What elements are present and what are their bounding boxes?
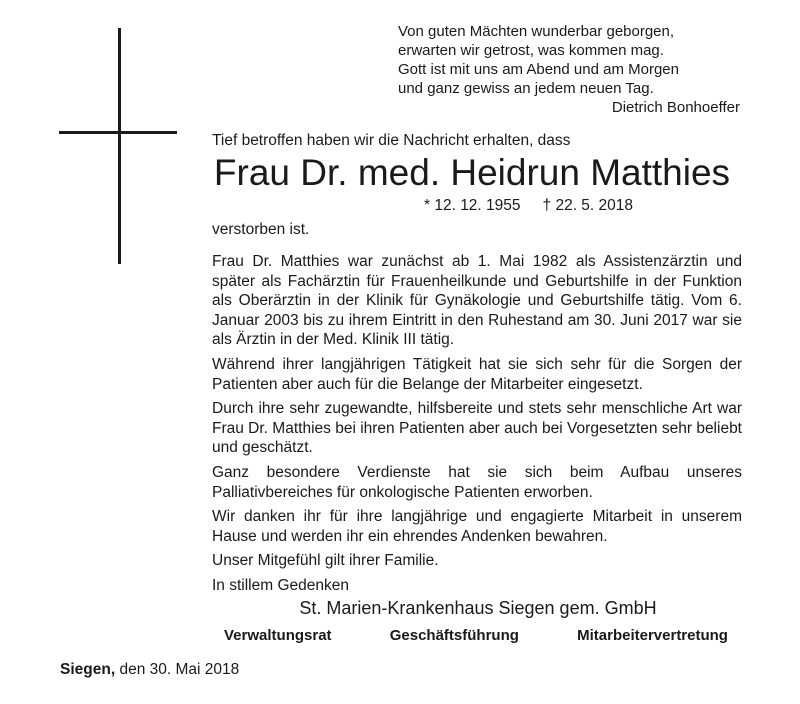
- obituary-paragraph: Durch ihre sehr zugewandte, hilfsbereite und stets sehr menschliche Art war Frau Dr. Matthies bei ihren Patienten aber auch bei Vorgesetzten sehr beliebt und geschätzt.: [212, 400, 742, 457]
- poem-line: Von guten Mächten wunderbar geborgen,: [398, 23, 675, 40]
- poem-line: und ganz gewiss an jedem neuen Tag.: [398, 80, 654, 97]
- condolence-line: Unser Mitgefühl gilt ihrer Familie.: [212, 552, 439, 570]
- deceased-name: Frau Dr. med. Heidrun Matthies: [213, 152, 731, 193]
- board-geschaeftsfuehrung: Geschäftsführung: [389, 627, 519, 644]
- poem-line: erwarten wir getrost, was kommen mag.: [398, 42, 664, 59]
- poem-author: Dietrich Bonhoeffer: [611, 99, 740, 116]
- deceased-text: verstorben ist.: [212, 221, 310, 238]
- life-dates: [424, 197, 633, 215]
- obituary-paragraph: Ganz besondere Verdienste hat sie sich beim Aufbau unseres Palliativbereiches für onkologische Patienten erworben.: [212, 463, 742, 501]
- bonhoeffer-poem: [398, 22, 740, 117]
- cross-icon: [118, 28, 121, 264]
- death-date: † 22. 5. 2018: [542, 197, 634, 214]
- place: Siegen,: [60, 661, 116, 678]
- board-mitarbeitervertretung: Mitarbeitervertretung: [577, 627, 728, 644]
- organization-boards: [224, 627, 728, 644]
- intro-text: Tief betroffen haben wir die Nachricht erhalten, dass: [212, 132, 571, 149]
- poem-line: Gott ist mit uns am Abend und am Morgen: [398, 61, 679, 78]
- place-date: [60, 661, 239, 679]
- birth-date: * 12. 12. 1955: [424, 197, 521, 214]
- closing-line: In stillem Gedenken: [212, 576, 349, 594]
- organization-name: St. Marien-Krankenhaus Siegen gem. GmbH: [299, 598, 657, 618]
- date: den 30. Mai 2018: [119, 661, 240, 678]
- obituary-body: [212, 252, 742, 596]
- obituary-paragraph: Frau Dr. Matthies war zunächst ab 1. Mai 1982 als Assistenzärztin und später als Fachärztin für Frauenheilkunde und Geburtshilfe in der Funktion als Oberärztin in der Klinik für Gynäkologie und Geburtshilfe tätig. Vom 6. Januar 2003 bis zu ihrem Eintritt in den Ruhestand am 30. Juni 2017 war sie als Ärztin in der Med. Klinik III tätig.: [212, 253, 742, 349]
- obituary-paragraph: Wir danken ihr für ihre langjährige und engagierte Mitarbeit in unserem Hause und werden ihr ein ehrendes Andenken bewahren.: [212, 508, 742, 545]
- cross-icon-bar: [59, 131, 177, 134]
- obituary-paragraph: Während ihrer langjährigen Tätigkeit hat sie sich sehr für die Sorgen der Patienten aber auch für die Belange der Mitarbeiter eingesetzt.: [212, 355, 742, 393]
- board-verwaltungsrat: Verwaltungsrat: [224, 627, 332, 644]
